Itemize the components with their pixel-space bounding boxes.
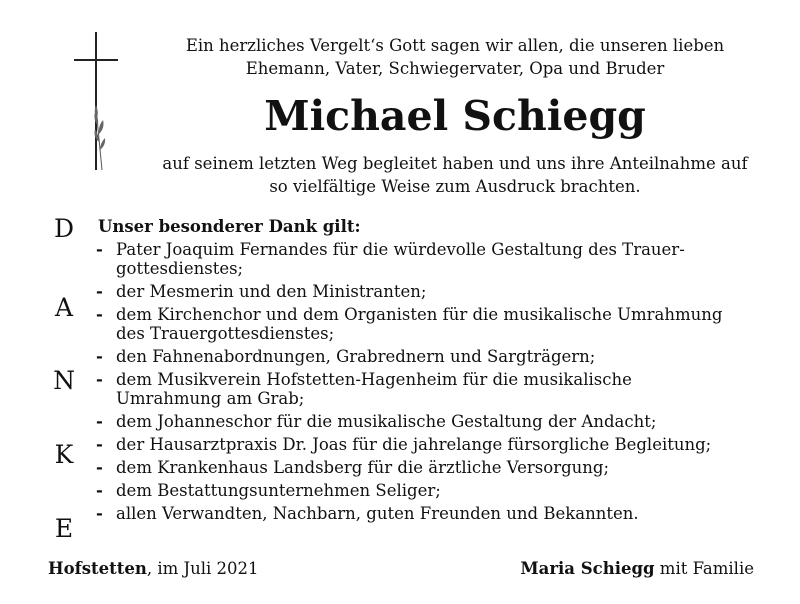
- dash-bullet: -: [96, 305, 103, 324]
- place: Hofstetten: [48, 559, 147, 578]
- intro-line: Ein herzliches Vergelt‘s Gott sagen wir allen, die unseren lieben: [185, 36, 725, 55]
- list-item: [96, 240, 776, 278]
- list-item-line: Pater Joaquim Fernandes für die würdevolle Gestaltung des Trauer-: [116, 240, 685, 259]
- list-item-line: den Fahnenabordnungen, Grabrednern und Sargträgern;: [116, 347, 596, 366]
- thanks-line: so vielfältige Weise zum Ausdruck brachten.: [269, 177, 641, 196]
- dash-bullet: -: [96, 458, 103, 477]
- dash-bullet: -: [96, 481, 103, 500]
- signature: [520, 558, 754, 580]
- intro-line: Ehemann, Vater, Schwiegervater, Opa und Bruder: [245, 59, 665, 78]
- list-item: [96, 347, 776, 366]
- place-date: [48, 558, 259, 580]
- list-item: [96, 412, 776, 431]
- list-item-line: der Hausarztpraxis Dr. Joas für die jahrelange fürsorgliche Begleitung;: [116, 435, 712, 454]
- danke-letter: E: [54, 514, 74, 543]
- list-item-line: der Mesmerin und den Ministranten;: [116, 282, 427, 301]
- cross-with-wheat-icon: [68, 30, 124, 172]
- list-item-line: gottesdienstes;: [116, 259, 244, 278]
- danke-letter: N: [53, 366, 75, 395]
- deceased-name: Michael Schiegg: [264, 92, 646, 140]
- dash-bullet: -: [96, 347, 103, 366]
- dash-bullet: -: [96, 282, 103, 301]
- date: , im Juli 2021: [146, 559, 259, 578]
- dash-bullet: -: [96, 370, 103, 389]
- thanks-heading: Unser besonderer Dank gilt:: [98, 217, 361, 236]
- danke-letter: K: [54, 440, 74, 469]
- list-item-line: dem Johanneschor für die musikalische Gestaltung der Andacht;: [116, 412, 657, 431]
- list-item-line: dem Krankenhaus Landsberg für die ärztliche Versorgung;: [116, 458, 610, 477]
- thanks-text: [150, 152, 760, 198]
- list-item: [96, 435, 776, 454]
- dash-bullet: -: [96, 240, 103, 259]
- dash-bullet: -: [96, 412, 103, 431]
- list-item: [96, 504, 776, 523]
- danke-letter: A: [54, 293, 74, 322]
- list-item-line: dem Musikverein Hofstetten-Hagenheim für die musikalische: [116, 370, 632, 389]
- dash-bullet: -: [96, 504, 103, 523]
- thanks-list: [96, 240, 776, 527]
- list-item-line: Umrahmung am Grab;: [116, 389, 305, 408]
- signer-suffix: mit Familie: [654, 559, 754, 578]
- list-item: [96, 458, 776, 477]
- list-item-line: allen Verwandten, Nachbarn, guten Freunden und Bekannten.: [116, 504, 639, 523]
- list-item: [96, 370, 776, 408]
- list-item: [96, 305, 776, 343]
- list-item: [96, 481, 776, 500]
- list-item-line: dem Bestattungsunternehmen Seliger;: [116, 481, 441, 500]
- intro-text: [150, 34, 760, 80]
- list-item-line: des Trauergottesdienstes;: [116, 324, 335, 343]
- thanks-line: auf seinem letzten Weg begleitet haben und uns ihre Anteilnahme auf: [162, 154, 748, 173]
- list-item-line: dem Kirchenchor und dem Organisten für die musikalische Umrahmung: [116, 305, 723, 324]
- list-item: [96, 282, 776, 301]
- dash-bullet: -: [96, 435, 103, 454]
- danke-letter: D: [53, 214, 75, 243]
- signer-name: Maria Schiegg: [520, 559, 655, 578]
